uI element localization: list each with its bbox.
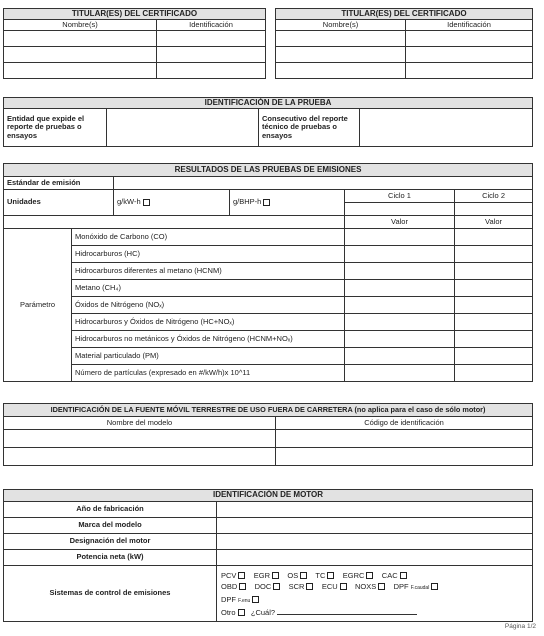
- codigo-cell[interactable]: [276, 448, 533, 466]
- parametro-row: Hidrocarburos no metánicos y Óxidos de Nitrógeno (HCNM+NOₓ): [72, 331, 345, 348]
- unidades-filler: [4, 216, 345, 229]
- col-nombre: Nombre(s): [276, 20, 406, 31]
- checkbox-icon[interactable]: [306, 583, 313, 590]
- motor-table: [3, 489, 533, 622]
- valor-cell[interactable]: [345, 246, 455, 263]
- opt-egrc[interactable]: EGRC: [343, 571, 374, 580]
- entidad-label: Entidad que expide el reporte de pruebas o ensayos: [4, 109, 107, 147]
- valor-cell[interactable]: [455, 246, 533, 263]
- motor-title: IDENTIFICACIÓN DE MOTOR: [4, 490, 533, 502]
- resultados-title: RESULTADOS DE LAS PRUEBAS DE EMISIONES: [4, 164, 533, 177]
- valor-cell[interactable]: [455, 229, 533, 246]
- identificacion-cell[interactable]: [157, 63, 266, 79]
- opt-egr[interactable]: EGR: [254, 571, 279, 580]
- identificacion-cell[interactable]: [157, 47, 266, 63]
- valor-cell[interactable]: [455, 280, 533, 297]
- unidades-label: Unidades: [4, 190, 114, 216]
- valor-cell[interactable]: [455, 331, 533, 348]
- parametro-row: Hidrocarburos y Óxidos de Nitrógeno (HC+NOₓ): [72, 314, 345, 331]
- valor-cell[interactable]: [345, 365, 455, 382]
- unit-gbhph-label: g/BHP-h: [233, 197, 262, 207]
- unit-gkwh-option[interactable]: [114, 190, 230, 216]
- resultados-table: [3, 163, 533, 382]
- identificacion-cell[interactable]: [406, 63, 533, 79]
- motor-row-value[interactable]: [217, 550, 533, 566]
- opt-ecu[interactable]: ECU: [322, 582, 347, 591]
- parametro-row: Hidrocarburos diferentes al metano (HCNM): [72, 263, 345, 280]
- checkbox-icon[interactable]: [431, 583, 438, 590]
- valor-cell[interactable]: [455, 297, 533, 314]
- checkbox-icon[interactable]: [238, 572, 245, 579]
- modelo-cell[interactable]: [4, 430, 276, 448]
- sistemas-line-2: [221, 581, 528, 594]
- opt-cac[interactable]: CAC: [382, 571, 407, 580]
- consecutivo-label: Consecutivo del reporte técnico de pruebas o ensayos: [259, 109, 360, 147]
- nombre-cell[interactable]: [276, 47, 406, 63]
- ciclo1-subcell[interactable]: [345, 203, 455, 216]
- valor-cell[interactable]: [345, 263, 455, 280]
- sistemas-line-1: [221, 570, 528, 581]
- sistemas-line-4: [221, 607, 528, 618]
- parametro-row: Número de partículas (expresado en #/kW/h)x 10^11: [72, 365, 345, 382]
- checkbox-icon[interactable]: [239, 583, 246, 590]
- cual-input[interactable]: [277, 607, 417, 615]
- motor-row-label: Designación del motor: [4, 534, 217, 550]
- checkbox-icon[interactable]: [143, 199, 150, 206]
- consecutivo-value[interactable]: [360, 109, 533, 147]
- parametro-row: Óxidos de Nitrógeno (NOₓ): [72, 297, 345, 314]
- motor-row-value[interactable]: [217, 502, 533, 518]
- titular-title: TITULAR(ES) DEL CERTIFICADO: [276, 9, 533, 20]
- identificacion-cell[interactable]: [406, 31, 533, 47]
- valor-cell[interactable]: [345, 229, 455, 246]
- col-identificacion: Identificación: [406, 20, 533, 31]
- valor-cell[interactable]: [455, 365, 533, 382]
- nombre-cell[interactable]: [276, 63, 406, 79]
- page-number: Página 1/2: [504, 623, 536, 630]
- valor-ciclo2: Valor: [455, 216, 533, 229]
- sistemas-label: Sistemas de control de emisiones: [4, 566, 217, 622]
- parametro-row: Material particulado (PM): [72, 348, 345, 365]
- valor-cell[interactable]: [455, 314, 533, 331]
- col-nombre: Nombre(s): [4, 20, 157, 31]
- nombre-cell[interactable]: [4, 63, 157, 79]
- checkbox-icon[interactable]: [340, 583, 347, 590]
- nombre-cell[interactable]: [276, 31, 406, 47]
- opt-dpf-fcaudal[interactable]: DPF F.caudal: [394, 582, 439, 591]
- opt-scr[interactable]: SCR: [289, 582, 314, 591]
- parametro-row: Monóxido de Carbono (CO): [72, 229, 345, 246]
- motor-row-label: Potencia neta (kW): [4, 550, 217, 566]
- titular-title: TITULAR(ES) DEL CERTIFICADO: [4, 9, 266, 20]
- valor-cell[interactable]: [345, 297, 455, 314]
- identificacion-prueba-table: [3, 97, 533, 147]
- checkbox-icon[interactable]: [273, 583, 280, 590]
- opt-obd[interactable]: OBD: [221, 582, 246, 591]
- estandar-value[interactable]: [114, 177, 533, 190]
- cual-label: ¿Cuál?: [250, 607, 276, 617]
- checkbox-icon[interactable]: [400, 572, 407, 579]
- checkbox-icon[interactable]: [252, 596, 259, 603]
- titular-table-right: [275, 8, 533, 79]
- opt-os[interactable]: OS: [287, 571, 307, 580]
- checkbox-icon[interactable]: [378, 583, 385, 590]
- motor-row-value[interactable]: [217, 518, 533, 534]
- valor-cell[interactable]: [345, 280, 455, 297]
- valor-ciclo1: Valor: [345, 216, 455, 229]
- col-identificacion: Identificación: [157, 20, 266, 31]
- codigo-cell[interactable]: [276, 430, 533, 448]
- valor-cell[interactable]: [455, 263, 533, 280]
- entidad-value[interactable]: [107, 109, 259, 147]
- opt-noxs[interactable]: NOXS: [355, 582, 385, 591]
- sistemas-line-3: [221, 594, 528, 607]
- nombre-cell[interactable]: [4, 31, 157, 47]
- checkbox-icon[interactable]: [272, 572, 279, 579]
- checkbox-icon[interactable]: [300, 572, 307, 579]
- valor-cell[interactable]: [345, 314, 455, 331]
- opt-otro[interactable]: Otro: [221, 608, 245, 617]
- nombre-cell[interactable]: [4, 47, 157, 63]
- valor-cell[interactable]: [455, 348, 533, 365]
- parametro-label: Parámetro: [4, 229, 72, 382]
- parametro-row: Metano (CH₄): [72, 280, 345, 297]
- fuente-movil-table: [3, 403, 533, 466]
- modelo-cell[interactable]: [4, 448, 276, 466]
- identificacion-prueba-title: IDENTIFICACIÓN DE LA PRUEBA: [4, 98, 533, 109]
- valor-cell[interactable]: [345, 348, 455, 365]
- ciclo2-subcell[interactable]: [455, 203, 533, 216]
- parametro-row: Hidrocarburos (HC): [72, 246, 345, 263]
- col-codigo: Código de identificación: [276, 417, 533, 430]
- opt-pcv[interactable]: PCV: [221, 571, 245, 580]
- ciclo2-header: Ciclo 2: [455, 190, 533, 203]
- fuente-movil-title: IDENTIFICACIÓN DE LA FUENTE MÓVIL TERRESTRE DE USO FUERA DE CARRETERA (no aplica para el caso de sólo motor): [4, 404, 533, 417]
- unit-gbhph-option[interactable]: [230, 190, 345, 216]
- checkbox-icon[interactable]: [366, 572, 373, 579]
- checkbox-icon[interactable]: [263, 199, 270, 206]
- identificacion-cell[interactable]: [157, 31, 266, 47]
- motor-row-label: Marca del modelo: [4, 518, 217, 534]
- titular-table-left: [3, 8, 266, 79]
- sistemas-options: [217, 566, 533, 622]
- motor-row-label: Año de fabricación: [4, 502, 217, 518]
- checkbox-icon[interactable]: [238, 609, 245, 616]
- unit-gkwh-label: g/kW-h: [117, 197, 141, 207]
- col-modelo: Nombre del modelo: [4, 417, 276, 430]
- identificacion-cell[interactable]: [406, 47, 533, 63]
- opt-tc[interactable]: TC: [315, 571, 334, 580]
- opt-doc[interactable]: DOC: [255, 582, 281, 591]
- valor-cell[interactable]: [345, 331, 455, 348]
- estandar-label: Estándar de emisión: [4, 177, 114, 190]
- opt-dpf-fenu[interactable]: DPF F.enu: [221, 595, 259, 604]
- motor-row-value[interactable]: [217, 534, 533, 550]
- checkbox-icon[interactable]: [327, 572, 334, 579]
- ciclo1-header: Ciclo 1: [345, 190, 455, 203]
